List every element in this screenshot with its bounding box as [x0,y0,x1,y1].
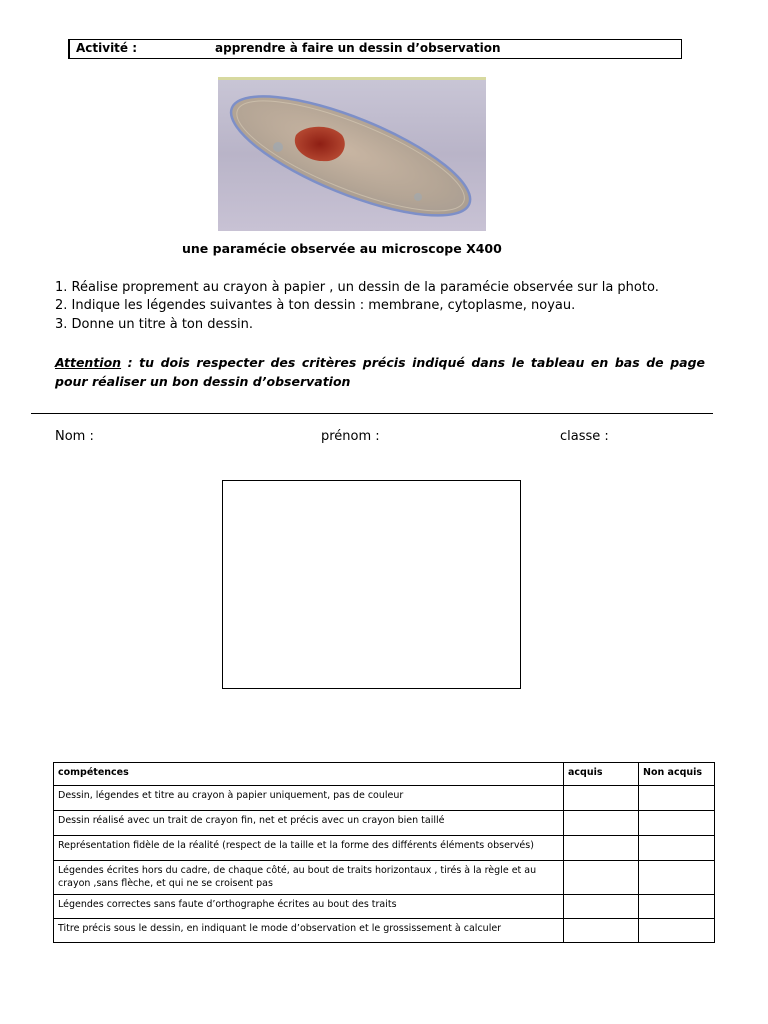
criterion-cell: Légendes écrites hors du cadre, de chaque côté, au bout de traits horizontaux , tirés à la règle et au crayon ,sans flèche, et qui ne se croisent pas [54,861,564,895]
criteria-table [53,762,715,943]
non-acquis-cell[interactable] [639,861,715,895]
criterion-cell: Titre précis sous le dessin, en indiquant le mode d’observation et le grossissement à calculer [54,919,564,943]
separator-line [31,413,713,414]
acquis-cell[interactable] [564,811,639,836]
non-acquis-cell[interactable] [639,895,715,919]
criterion-cell: Dessin réalisé avec un trait de crayon fin, net et précis avec un crayon bien taillé [54,811,564,836]
table-row [54,786,715,811]
drawing-frame[interactable] [222,480,521,689]
warning-text: : tu dois respecter des critères précis indiqué dans le tableau en bas de page pour réaliser un bon dessin d’observation [55,355,705,389]
non-acquis-cell[interactable] [639,786,715,811]
non-acquis-cell[interactable] [639,836,715,861]
table-row [54,919,715,943]
non-acquis-cell[interactable] [639,919,715,943]
table-header-row [54,763,715,786]
criterion-cell: Représentation fidèle de la réalité (respect de la taille et la forme des différents éléments observés) [54,836,564,861]
acquis-cell[interactable] [564,786,639,811]
header-acquis: acquis [564,763,639,786]
instruction-3: 3. Donne un titre à ton dessin. [55,317,254,332]
photo-caption: une paramécie observée au microscope X400 [182,241,502,256]
activity-label: Activité : [76,41,138,55]
non-acquis-cell[interactable] [639,811,715,836]
table-row [54,861,715,895]
criterion-cell: Dessin, légendes et titre au crayon à papier uniquement, pas de couleur [54,786,564,811]
instruction-1: 1. Réalise proprement au crayon à papier , un dessin de la paramécie observée sur la photo. [55,280,659,295]
nom-label: Nom : [55,429,94,444]
acquis-cell[interactable] [564,895,639,919]
warning-keyword: Attention [55,355,122,370]
paramecium-photo [218,77,486,231]
table-row [54,895,715,919]
acquis-cell[interactable] [564,861,639,895]
warning-note [55,353,705,391]
classe-label: classe : [560,429,609,444]
activity-title: apprendre à faire un dessin d’observation [215,41,501,55]
instruction-2: 2. Indique les légendes suivantes à ton dessin : membrane, cytoplasme, noyau. [55,298,576,313]
activity-header [68,39,682,59]
acquis-cell[interactable] [564,919,639,943]
header-non-acquis: Non acquis [639,763,715,786]
table-row [54,836,715,861]
acquis-cell[interactable] [564,836,639,861]
header-competences: compétences [54,763,564,786]
criterion-cell: Légendes correctes sans faute d’orthographe écrites au bout des traits [54,895,564,919]
table-row [54,811,715,836]
prenom-label: prénom : [321,429,380,444]
